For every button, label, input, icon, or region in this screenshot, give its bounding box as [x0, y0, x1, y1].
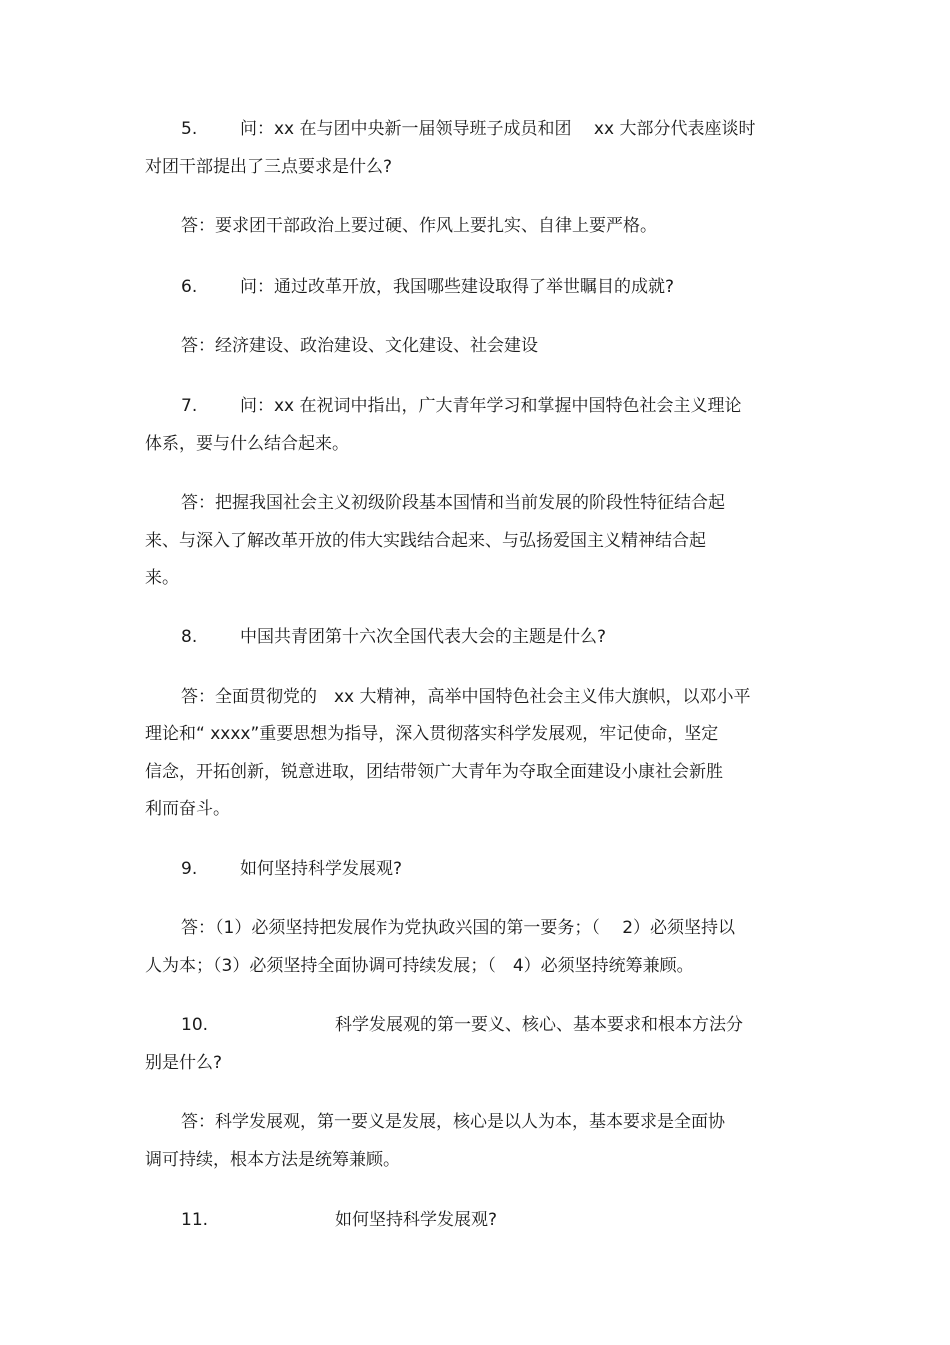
answer-text: 信念，开拓创新，锐意进取，团结带领广大青年为夺取全面建设小康社会新胜 — [145, 762, 723, 782]
question-number: 7. — [181, 396, 198, 416]
question-text: 问：xx 在祝词中指出，广大青年学习和掌握中国特色社会主义理论 — [240, 396, 742, 416]
answer-text: 理论和“ xxxx”重要思想为指导，深入贯彻落实科学发展观，牢记使命，坚定 — [145, 724, 719, 744]
question-text: 科学发展观的第一要义、核心、基本要求和根本方法分 — [335, 1015, 743, 1035]
question-number: 5. — [181, 119, 198, 139]
question-number: 8. — [181, 627, 198, 647]
question-text: 问：xx 在与团中央新一届领导班子成员和团 xx 大部分代表座谈时 — [240, 119, 756, 139]
question-text: 问：通过改革开放，我国哪些建设取得了举世瞩目的成就? — [240, 277, 675, 297]
answer-text: 答：要求团干部政治上要过硬、作风上要扎实、自律上要严格。 — [181, 216, 657, 236]
answer-text: 答：把握我国社会主义初级阶段基本国情和当前发展的阶段性特征结合起 — [181, 493, 725, 513]
answer-text: 答：经济建设、政治建设、文化建设、社会建设 — [181, 336, 538, 356]
question-text: 别是什么? — [145, 1053, 223, 1073]
answer-text: 调可持续，根本方法是统筹兼顾。 — [145, 1150, 400, 1170]
question-text: 中国共青团第十六次全国代表大会的主题是什么? — [240, 627, 607, 647]
answer-text: 来、与深入了解改革开放的伟大实践结合起来、与弘扬爱国主义精神结合起 — [145, 531, 706, 551]
question-number: 11. — [181, 1210, 209, 1230]
answer-text: 答：（1）必须坚持把发展作为党执政兴国的第一要务；（ 2）必须坚持以 — [181, 918, 736, 938]
question-number: 6. — [181, 277, 198, 297]
answer-text: 答：科学发展观，第一要义是发展，核心是以人为本，基本要求是全面协 — [181, 1112, 725, 1132]
answer-text: 答：全面贯彻党的 xx 大精神，高举中国特色社会主义伟大旗帜，以邓小平 — [181, 687, 751, 707]
answer-text: 人为本；（3）必须坚持全面协调可持续发展；（ 4）必须坚持统筹兼顾。 — [145, 956, 694, 976]
question-text: 如何坚持科学发展观? — [240, 859, 403, 879]
answer-text: 来。 — [145, 568, 179, 588]
question-number: 9. — [181, 859, 198, 879]
question-text: 如何坚持科学发展观? — [335, 1210, 498, 1230]
answer-text: 利而奋斗。 — [145, 799, 230, 819]
question-text: 对团干部提出了三点要求是什么? — [145, 157, 393, 177]
question-text: 体系，要与什么结合起来。 — [145, 434, 349, 454]
question-number: 10. — [181, 1015, 209, 1035]
